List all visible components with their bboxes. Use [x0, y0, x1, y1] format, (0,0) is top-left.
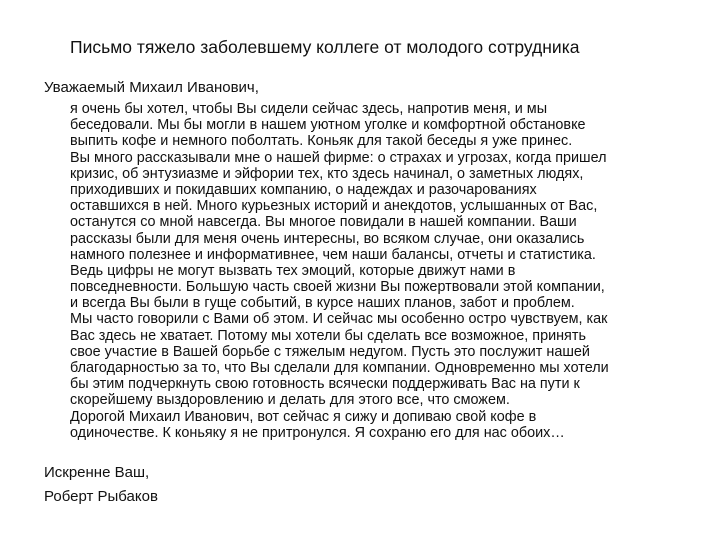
body-line: Вы много рассказывали мне о нашей фирме: о страхах и угрозах, когда пришел: [70, 149, 607, 166]
body-line: рассказы были для меня очень интересны, во всяком случае, они оказались: [70, 230, 585, 247]
body-line: оставшихся в ней. Много курьезных историй и анекдотов, услышанных от Вас,: [70, 198, 598, 215]
body-line: я очень бы хотел, чтобы Вы сидели сейчас здесь, напротив меня, и мы: [70, 101, 548, 117]
body-line: Мы часто говорили с Вами об этом. И сейчас мы особенно остро чувствуем, как: [70, 311, 608, 328]
body-line: одиночестве. К коньяку я не притронулся. Я сохраню его для нас обоих…: [70, 424, 565, 441]
body-line: бы этим подчеркнуть свою готовность всячески поддерживать Вас на пути к: [70, 376, 580, 393]
body-line: приходивших и покидавших компанию, о надеждах и разочарованиях: [70, 181, 537, 198]
body-line: Вас здесь не хватает. Потому мы хотели бы сделать все возможное, принять: [70, 327, 586, 344]
body-line: кризис, об энтузиазме и эйфории тех, кто здесь начинал, о заметных людях,: [70, 165, 584, 182]
letter-signature: Роберт Рыбаков: [44, 488, 158, 505]
body-line: намного полезнее и информативнее, чем наши балансы, отчеты и статистика.: [70, 246, 596, 263]
body-line: останутся со мной навсегда. Вы многое повидали в нашей компании. Ваши: [70, 214, 577, 231]
body-line: свое участие в Вашей борьбе с тяжелым недугом. Пусть это послужит нашей: [70, 343, 590, 360]
body-line: беседовали. Мы бы могли в нашем уютном уголке и комфортной обстановке: [70, 117, 586, 134]
letter-salutation: Уважаемый Михаил Иванович,: [44, 79, 259, 96]
body-line: выпить кофе и немного поболтать. Коньяк для такой беседы я уже принес.: [70, 133, 573, 150]
letter-closing-block: [44, 461, 158, 509]
body-line: Дорогой Михаил Иванович, вот сейчас я сижу и допиваю свой кофе в: [70, 408, 537, 425]
body-line: и всегда Вы были в гуще событий, в курсе наших планов, забот и проблем.: [70, 295, 575, 312]
letter-closing: Искренне Ваш,: [44, 464, 150, 481]
body-line: повседневности. Большую часть своей жизни Вы пожертвовали этой компании,: [70, 279, 605, 296]
body-line: скорейшему выздоровлению и делать для этого все, что сможем.: [70, 392, 510, 409]
body-line: благодарностью за то, что Вы сделали для компании. Одновременно мы хотели: [70, 360, 609, 376]
letter-title: Письмо тяжело заболевшему коллеге от молодого сотрудника: [70, 37, 580, 57]
body-line: Ведь цифры не могут вызвать тех эмоций, которые движут нами в: [70, 262, 516, 279]
letter-body: [70, 101, 674, 441]
